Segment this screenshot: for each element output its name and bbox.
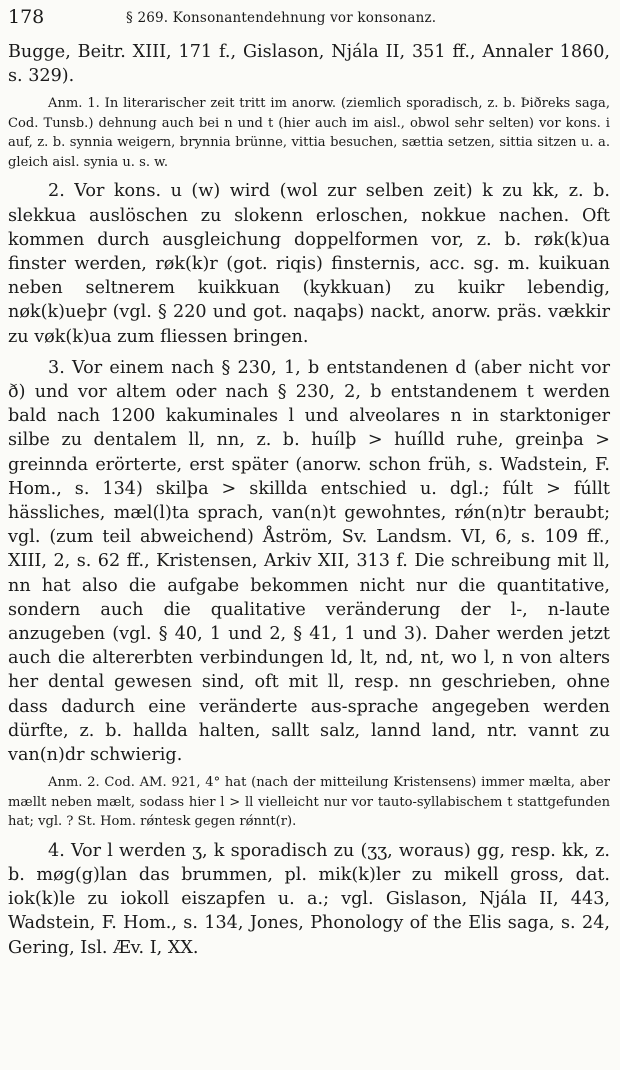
note-anm-2: Anm. 2. Cod. AM. 921, 4° hat (nach der mitteilung Kristensens) immer mælta, aber mællt neben mælt, sodass hier l > ll vielleicht nur vor tauto-syllabischem t stattgefunden hat; vgl. ? St. Hom. rǿntesk gegen rǿnnt(r). bbox=[8, 775, 610, 830]
page-number: 178 bbox=[8, 6, 45, 28]
running-head: § 269. Konsonantendehnung vor konsonanz. bbox=[126, 10, 437, 26]
note-anm-1: Anm. 1. In literarischer zeit tritt im anorw. (ziemlich sporadisch, z. b. Þiðreks saga, Cod. Tunsb.) dehnung auch bei n und t (hier auch im aisl., obwol sehr selten) vor kons. i auf, z. b. synnia weigern, brynnia brünne, vittia besuchen, sættia setzen, sittia sitzen u. a. gleich aisl. synia u. s. w. bbox=[8, 96, 610, 170]
section-4-paragraph: 4. Vor l werden ʒ, k sporadisch zu (ʒʒ, woraus) gg, resp. kk, z. b. møg(g)lan das brummen, pl. mik(k)ler zu mikell gross, dat. iok(k)le zu iokoll eiszapfen u. a.; vgl. Gislason, Njála II, 443, Wadstein, F. Hom., s. 134, Jones, Phonology of the Elis saga, s. 24, Gering, Isl. Æv. I, XX. bbox=[8, 840, 610, 958]
page-header bbox=[8, 6, 610, 32]
paragraph-continuation: Bugge, Beitr. XIII, 171 f., Gislason, Njála II, 351 ff., Annaler 1860, s. 329). bbox=[8, 42, 611, 87]
section-2-paragraph: 2. Vor kons. u (w) wird (wol zur selben zeit) k zu kk, z. b. slekkua auslöschen zu slokenn erloschen, nokkue nachen. Oft kommen durch ausgleichung doppelformen vor, z. b. røk(k)ua finster werden, røk(k)r (got. riqis) finsternis, acc. sg. m. kuikuan neben seltnerem kuikkuan (kykkuan) zu kuikr lebendig, nøk(k)ueþr (vgl. § 220 und got. naqaþs) nackt, anorw. präs. vækkir zu vøk(k)ua zum fliessen bringen. bbox=[8, 181, 611, 347]
page-body bbox=[8, 40, 610, 960]
section-3-paragraph: 3. Vor einem nach § 230, 1, b entstandenen d (aber nicht vor ð) und vor altem oder nach § 230, 2, b entstandenem t werden bald nach 1200 kakuminales l und alveolares n in starktoniger silbe zu dentalem ll, nn, z. b. huílþ > huílld ruhe, greinþa > greinnda erörterte, erst später (anorw. schon früh, s. Wadstein, F. Hom., s. 134) skilþa > skillda entschied u. dgl.; fúlt > fúllt hässliches, mæl(l)ta sprach, van(n)t gewohntes, rǿn(n)tr beraubt; vgl. (zum teil abweichend) Åström, Sv. Landsm. VI, 6, s. 109 ff., XIII, 2, s. 62 ff., Kristensen, Arkiv XII, 313 f. Die schreibung mit ll, nn hat also die aufgabe bekommen nicht nur die quantitative, sondern auch die qualitative veränderung der l-, n-laute anzugeben (vgl. § 40, 1 und 2, § 41, 1 und 3). Daher werden jetzt auch die altererbten verbindungen ld, lt, nd, nt, wo l, n von alters her dental gewesen sind, oft mit ll, resp. nn geschrieben, ohne dass dadurch eine veränderte aus-sprache angegeben werden dürfte, z. b. hallda halten, sallt salz, lannd land, ntr. vannt zu van(n)dr schwierig. bbox=[8, 357, 611, 766]
